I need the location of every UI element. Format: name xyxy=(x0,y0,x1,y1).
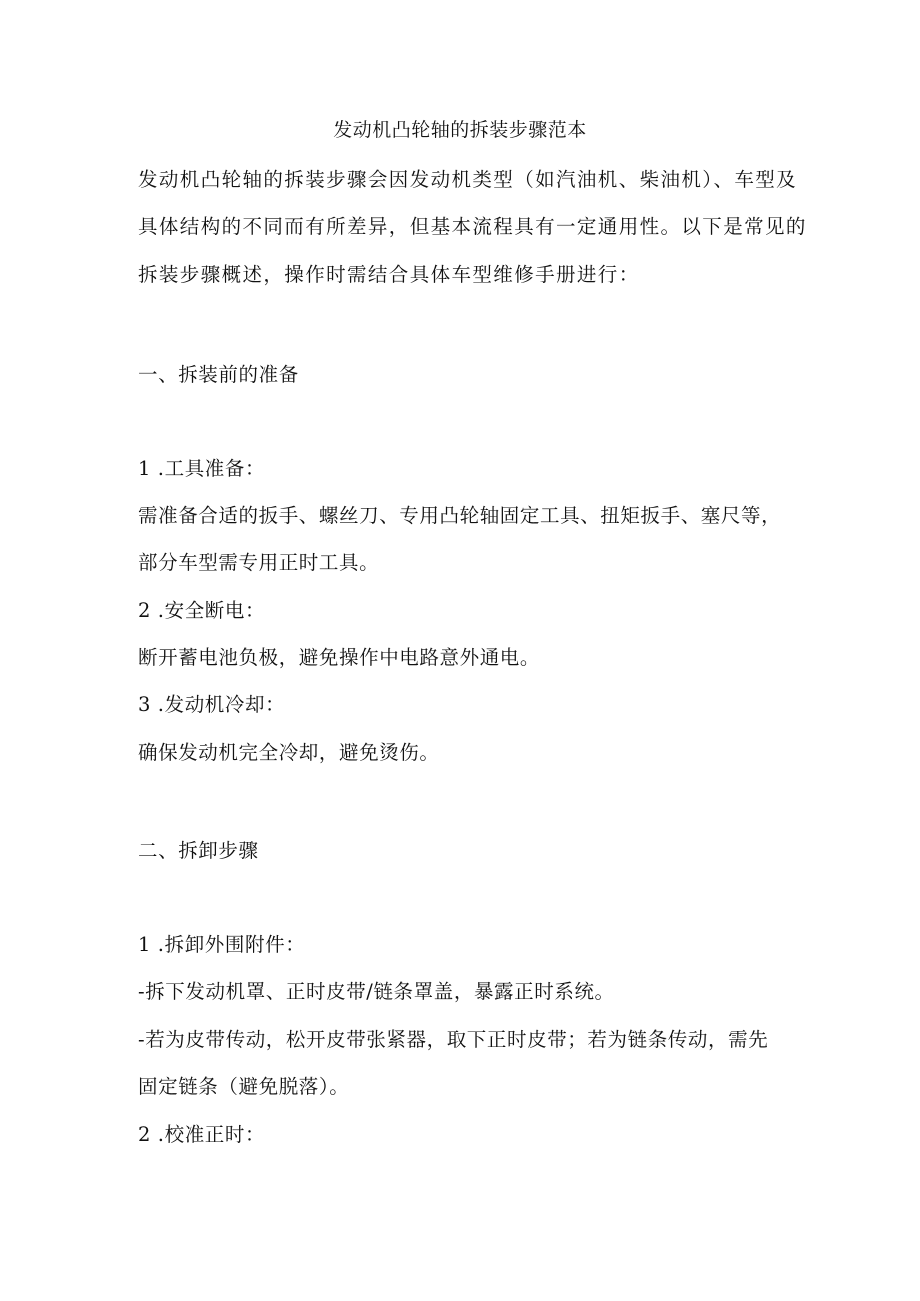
section-2-item-1-bullet-2-line-1: -若为皮带传动，松开皮带张紧器，取下正时皮带；若为链条传动，需先 xyxy=(138,1028,769,1051)
section-2-heading: 二、拆卸步骤 xyxy=(138,839,259,862)
section-1-item-3-label: 3 .发动机冷却： xyxy=(138,693,286,716)
section-1-item-2-label: 2 .安全断电： xyxy=(138,599,266,622)
section-1-item-2-text: 断开蓄电池负极，避免操作中电路意外通电。 xyxy=(138,646,541,669)
intro-line-3: 拆装步骤概述，操作时需结合具体车型维修手册进行： xyxy=(138,263,640,286)
section-2-item-1-label: 1 .拆卸外围附件： xyxy=(138,933,306,956)
document-title: 发动机凸轮轴的拆装步骤范本 xyxy=(333,119,587,141)
section-2-item-1-bullet-2-line-2: 固定链条（避免脱落）。 xyxy=(138,1075,350,1098)
intro-line-1: 发动机凸轮轴的拆装步骤会因发动机类型（如汽油机、柴油机）、车型及 xyxy=(138,168,798,191)
section-1-item-1-text-line-2: 部分车型需专用正时工具。 xyxy=(138,551,380,574)
section-2-item-2-label: 2 .校准正时： xyxy=(138,1123,266,1146)
section-2-item-1-bullet-1: -拆下发动机罩、正时皮带/链条罩盖，暴露正时系统。 xyxy=(138,980,615,1003)
section-1-heading: 一、拆装前的准备 xyxy=(138,363,299,386)
section-1-item-1-text-line-1: 需准备合适的扳手、螺丝刀、专用凸轮轴固定工具、扭矩扳手、塞尺等， xyxy=(138,504,782,527)
intro-line-2: 具体结构的不同而有所差异，但基本流程具有一定通用性。以下是常见的 xyxy=(138,215,807,238)
section-1-item-3-text: 确保发动机完全冷却，避免烫伤。 xyxy=(138,741,440,764)
section-1-item-1-label: 1 .工具准备： xyxy=(138,457,266,480)
